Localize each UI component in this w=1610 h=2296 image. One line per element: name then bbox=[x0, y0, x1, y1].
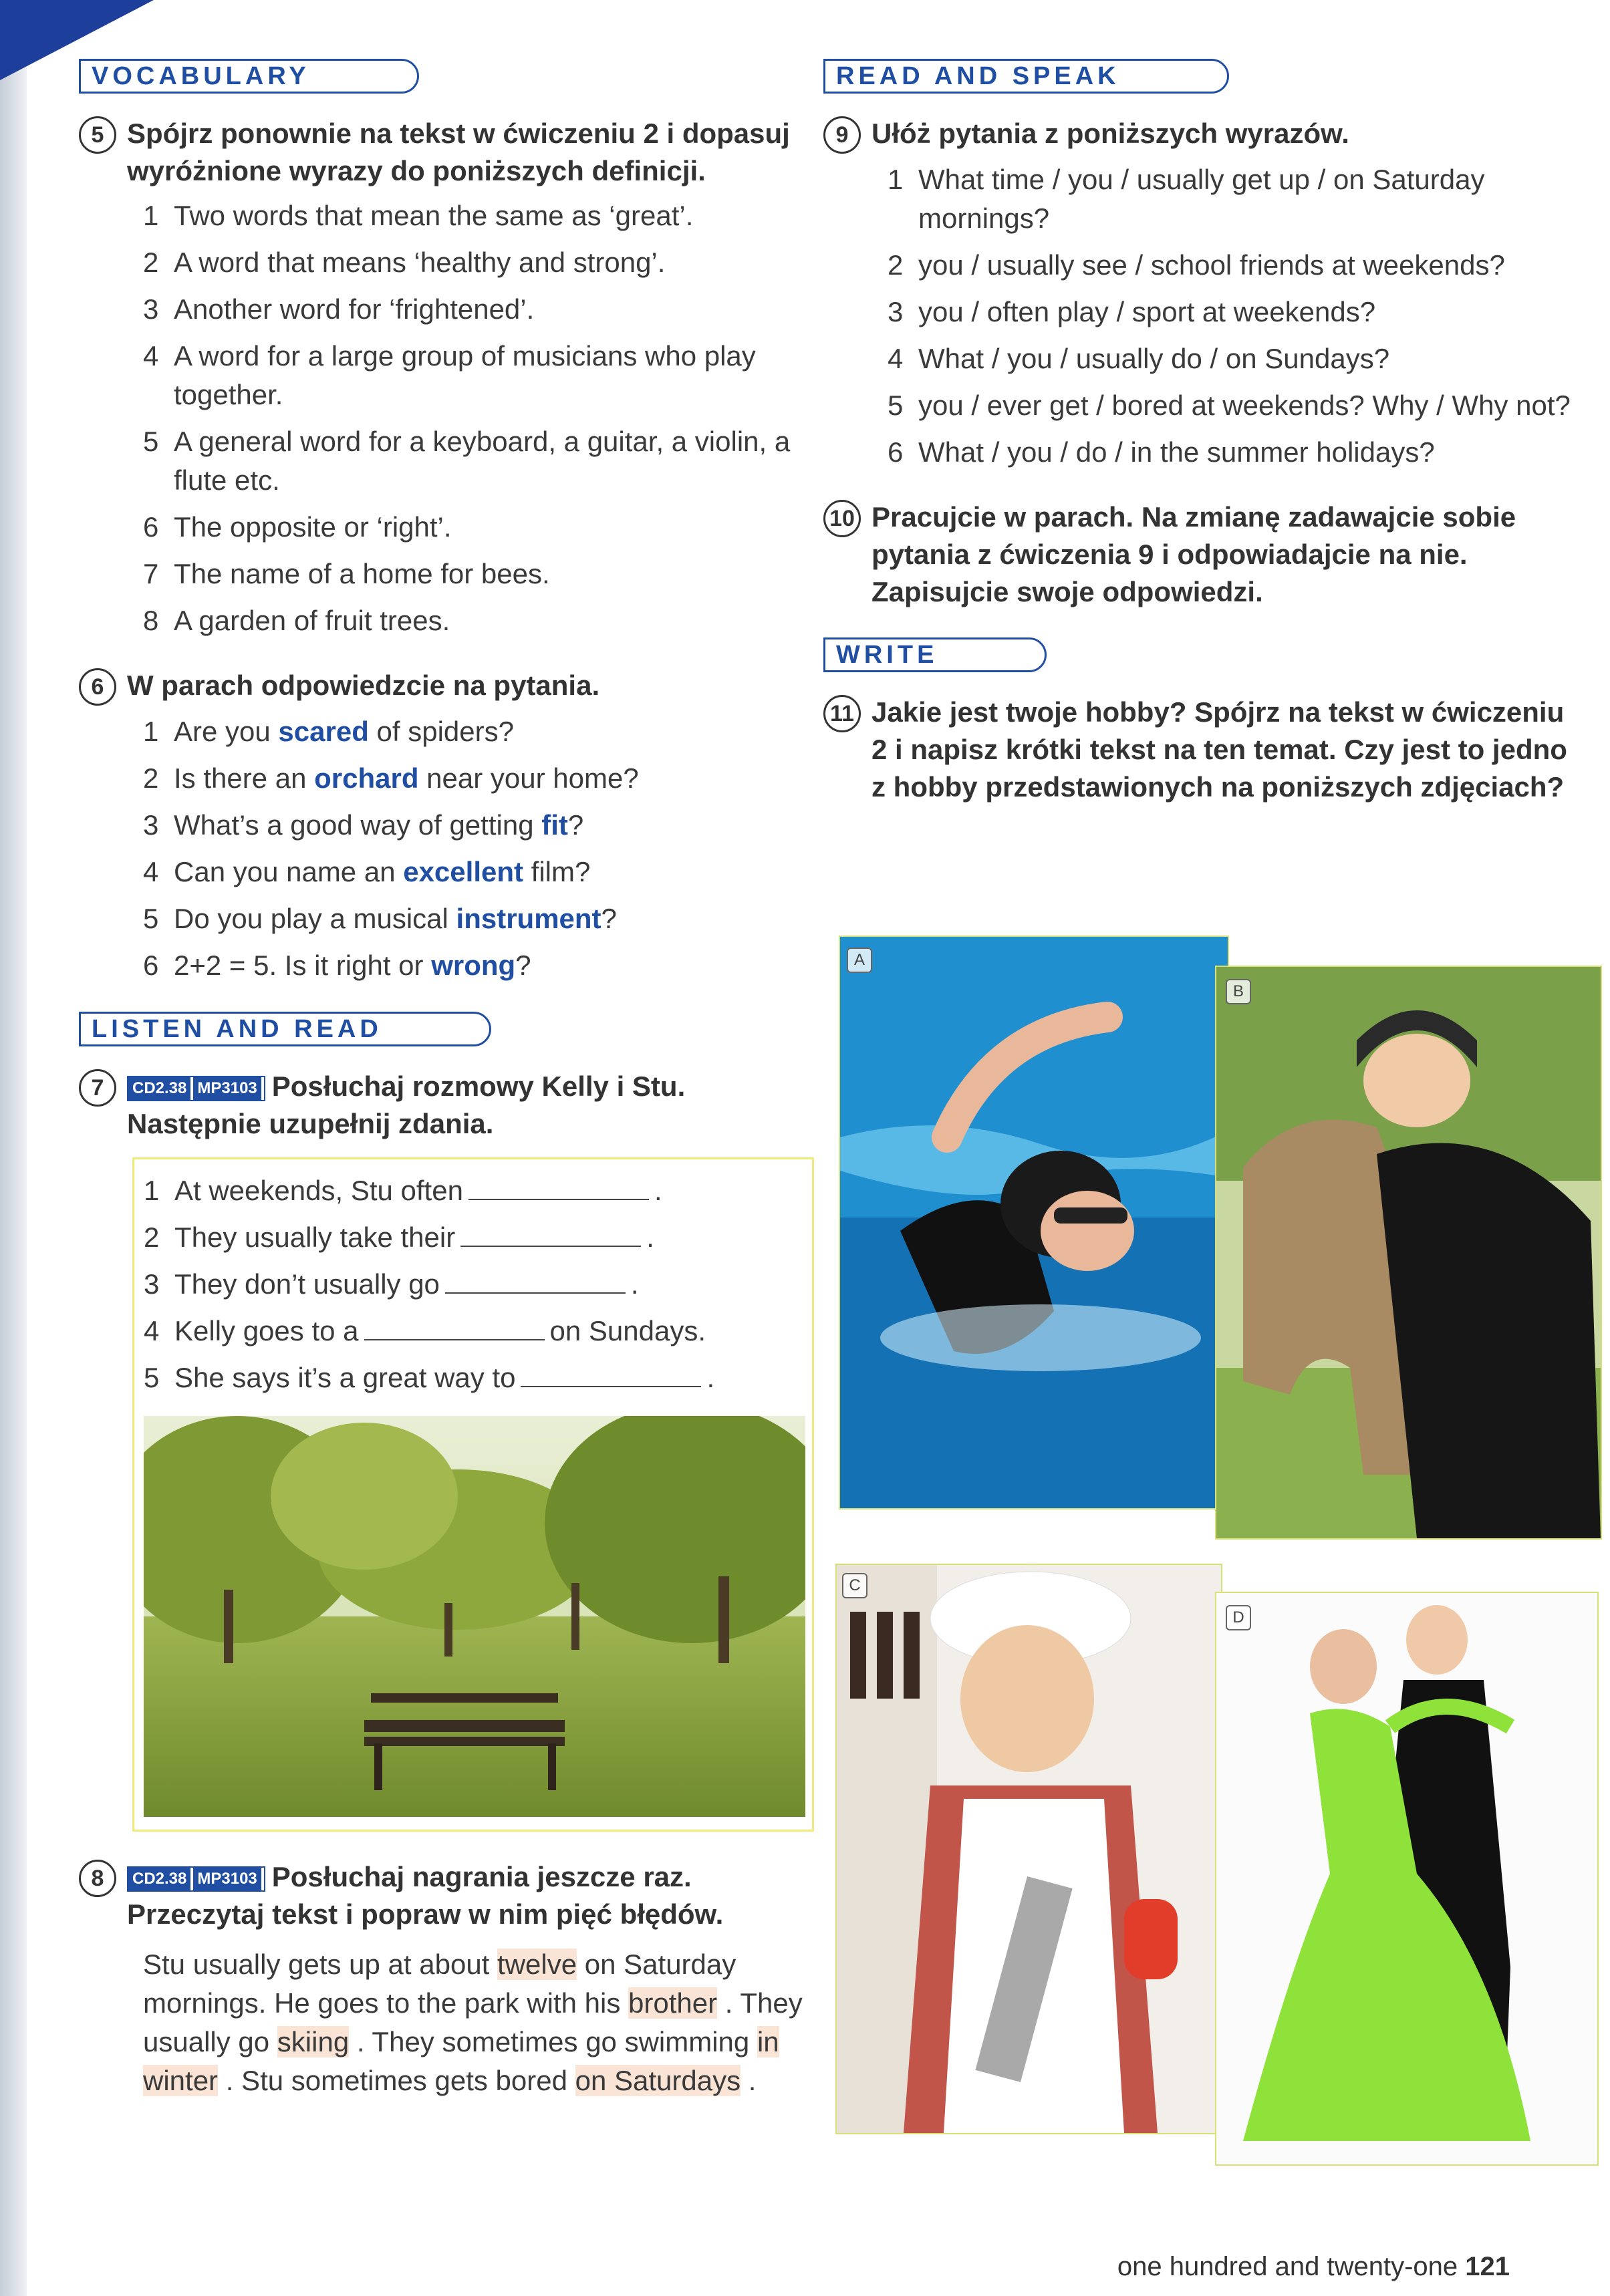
list-item: 7 The name of a home for bees. bbox=[143, 558, 550, 589]
error-highlight: in winter bbox=[143, 2026, 779, 2096]
list-item: 6 What / you / do / in the summer holidays? bbox=[888, 436, 1435, 468]
correction-paragraph: Stu usually gets up at about twelve on Saturday mornings. He goes to the park with his brother . They usually go skiing . They sometimes go swimming in winter . Stu sometimes gets bored on Saturdays . bbox=[143, 1949, 803, 2096]
page-number: 121 bbox=[1465, 2252, 1510, 2281]
fill-in-box bbox=[132, 1157, 814, 1832]
exercise-5 bbox=[79, 115, 814, 640]
mp3-track-icon: MP3103 bbox=[193, 1077, 261, 1100]
answer-blank[interactable] bbox=[445, 1266, 626, 1294]
keyword: fit bbox=[541, 809, 568, 841]
exercise-number: 5 bbox=[79, 116, 116, 154]
listen-and-read-header: LISTEN AND READ bbox=[79, 1012, 491, 1046]
exercise-instruction: Pracujcie w parach. Na zmianę zadawajcie sobie pytania z ćwiczenia 9 i odpowiadajcie na nie. Zapisujcie swoje odpowiedzi. bbox=[871, 501, 1516, 607]
list-item: 2 They usually take their . bbox=[144, 1218, 803, 1257]
exercise-9 bbox=[823, 115, 1572, 472]
exercise-7 bbox=[79, 1068, 814, 1832]
exercise-instruction: W parach odpowiedzcie na pytania. bbox=[127, 670, 600, 701]
photo-swimming bbox=[839, 936, 1229, 1510]
list-item: 4 A word for a large group of musicians who play together. bbox=[143, 340, 756, 410]
list-item: 4 Kelly goes to a on Sundays. bbox=[144, 1312, 803, 1350]
page-number-words: one hundred and twenty-one bbox=[1117, 2252, 1458, 2281]
list-item: 1 What time / you / usually get up / on Saturday mornings? bbox=[888, 164, 1485, 234]
exercise-number: 8 bbox=[79, 1860, 116, 1897]
cd-track-icon: CD2.38 bbox=[128, 1868, 190, 1890]
photo-label-c: C bbox=[842, 1573, 867, 1598]
write-header: WRITE bbox=[823, 637, 1047, 672]
error-highlight: brother bbox=[628, 1987, 718, 2019]
page-footer bbox=[1117, 2252, 1510, 2282]
photo-label-b: B bbox=[1226, 979, 1251, 1004]
list-item: 2 Is there an orchard near your home? bbox=[143, 762, 639, 794]
exercise-number: 10 bbox=[823, 500, 861, 537]
list-item: 3 They don’t usually go . bbox=[144, 1265, 803, 1304]
answer-blank[interactable] bbox=[364, 1312, 545, 1340]
left-column bbox=[79, 59, 814, 2127]
list-item: 6 2+2 = 5. Is it right or wrong? bbox=[143, 950, 531, 981]
keyword: orchard bbox=[314, 762, 419, 794]
list-item: 2 A word that means ‘healthy and strong’. bbox=[143, 247, 666, 278]
exercise-number: 9 bbox=[823, 116, 861, 154]
keyword: wrong bbox=[431, 950, 516, 981]
photo-horse-riding bbox=[1215, 966, 1602, 1540]
keyword: excellent bbox=[403, 856, 523, 887]
exercise-instruction: CD2.38 MP3103 Posłuchaj nagrania jeszcze raz. Przeczytaj tekst i popraw w nim pięć błędów. bbox=[127, 1861, 724, 1930]
right-column bbox=[823, 59, 1572, 833]
cd-track-icon: CD2.38 bbox=[128, 1077, 190, 1100]
list-item: 8 A garden of fruit trees. bbox=[143, 605, 450, 636]
error-highlight: on Saturdays bbox=[575, 2065, 741, 2096]
answer-blank[interactable] bbox=[521, 1359, 701, 1387]
word-prompt-list bbox=[888, 160, 1572, 472]
definition-list bbox=[143, 196, 814, 640]
list-item: 1 At weekends, Stu often . bbox=[144, 1171, 803, 1210]
keyword: instrument bbox=[456, 903, 601, 934]
keyword: scared bbox=[278, 716, 369, 747]
photo-label-d: D bbox=[1226, 1605, 1251, 1630]
list-item: 3 you / often play / sport at weekends? bbox=[888, 296, 1376, 327]
read-and-speak-header: READ AND SPEAK bbox=[823, 59, 1229, 94]
answer-blank[interactable] bbox=[468, 1172, 649, 1200]
photo-cooking bbox=[835, 1564, 1222, 2134]
list-item: 5 She says it’s a great way to . bbox=[144, 1358, 803, 1397]
question-list bbox=[143, 712, 814, 985]
exercise-instruction: CD2.38 MP3103 Posłuchaj rozmowy Kelly i Stu. Następnie uzupełnij zdania. bbox=[127, 1070, 686, 1139]
list-item: 5 Do you play a musical instrument? bbox=[143, 903, 617, 934]
answer-blank[interactable] bbox=[460, 1219, 641, 1247]
exercise-instruction: Jakie jest twoje hobby? Spójrz na tekst w ćwiczeniu 2 i napisz krótki tekst na ten temat. Czy jest to jedno z hobby przedstawionych na poniższych zdjęciach? bbox=[871, 696, 1567, 803]
exercise-number: 11 bbox=[823, 695, 861, 732]
exercise-instruction: Spójrz ponownie na tekst w ćwiczeniu 2 i dopasuj wyróżnione wyrazy do poniższych definicji. bbox=[127, 118, 790, 186]
exercise-8 bbox=[79, 1858, 814, 2100]
list-item: 1 Are you scared of spiders? bbox=[143, 716, 514, 747]
exercise-10 bbox=[823, 498, 1572, 611]
list-item: 5 A general word for a keyboard, a guitar, a violin, a flute etc. bbox=[143, 426, 791, 496]
list-item: 6 The opposite or ‘right’. bbox=[143, 511, 452, 543]
exercise-6 bbox=[79, 667, 814, 985]
exercise-11 bbox=[823, 694, 1572, 806]
list-item: 5 you / ever get / bored at weekends? Why / Why not? bbox=[888, 390, 1571, 421]
exercise-number: 6 bbox=[79, 668, 116, 706]
exercise-number: 7 bbox=[79, 1069, 116, 1107]
list-item: 4 What / you / usually do / on Sundays? bbox=[888, 343, 1390, 374]
page-binding-edge bbox=[0, 0, 27, 2296]
list-item: 3 What’s a good way of getting fit? bbox=[143, 809, 584, 841]
vocabulary-header: VOCABULARY bbox=[79, 59, 419, 94]
error-highlight: twelve bbox=[497, 1949, 577, 1980]
error-highlight: skiing bbox=[277, 2026, 350, 2057]
park-photo bbox=[144, 1416, 805, 1817]
list-item: 1 Two words that mean the same as ‘great’. bbox=[143, 200, 694, 231]
audio-track-badge bbox=[127, 1866, 265, 1892]
photo-dancing bbox=[1215, 1592, 1599, 2166]
mp3-track-icon: MP3103 bbox=[193, 1868, 261, 1890]
exercise-instruction: Ułóż pytania z poniższych wyrazów. bbox=[871, 118, 1349, 149]
list-item: 3 Another word for ‘frightened’. bbox=[143, 293, 535, 325]
list-item: 4 Can you name an excellent film? bbox=[143, 856, 591, 887]
audio-track-badge bbox=[127, 1076, 265, 1101]
photo-label-a: A bbox=[847, 948, 872, 973]
list-item: 2 you / usually see / school friends at weekends? bbox=[888, 249, 1505, 281]
